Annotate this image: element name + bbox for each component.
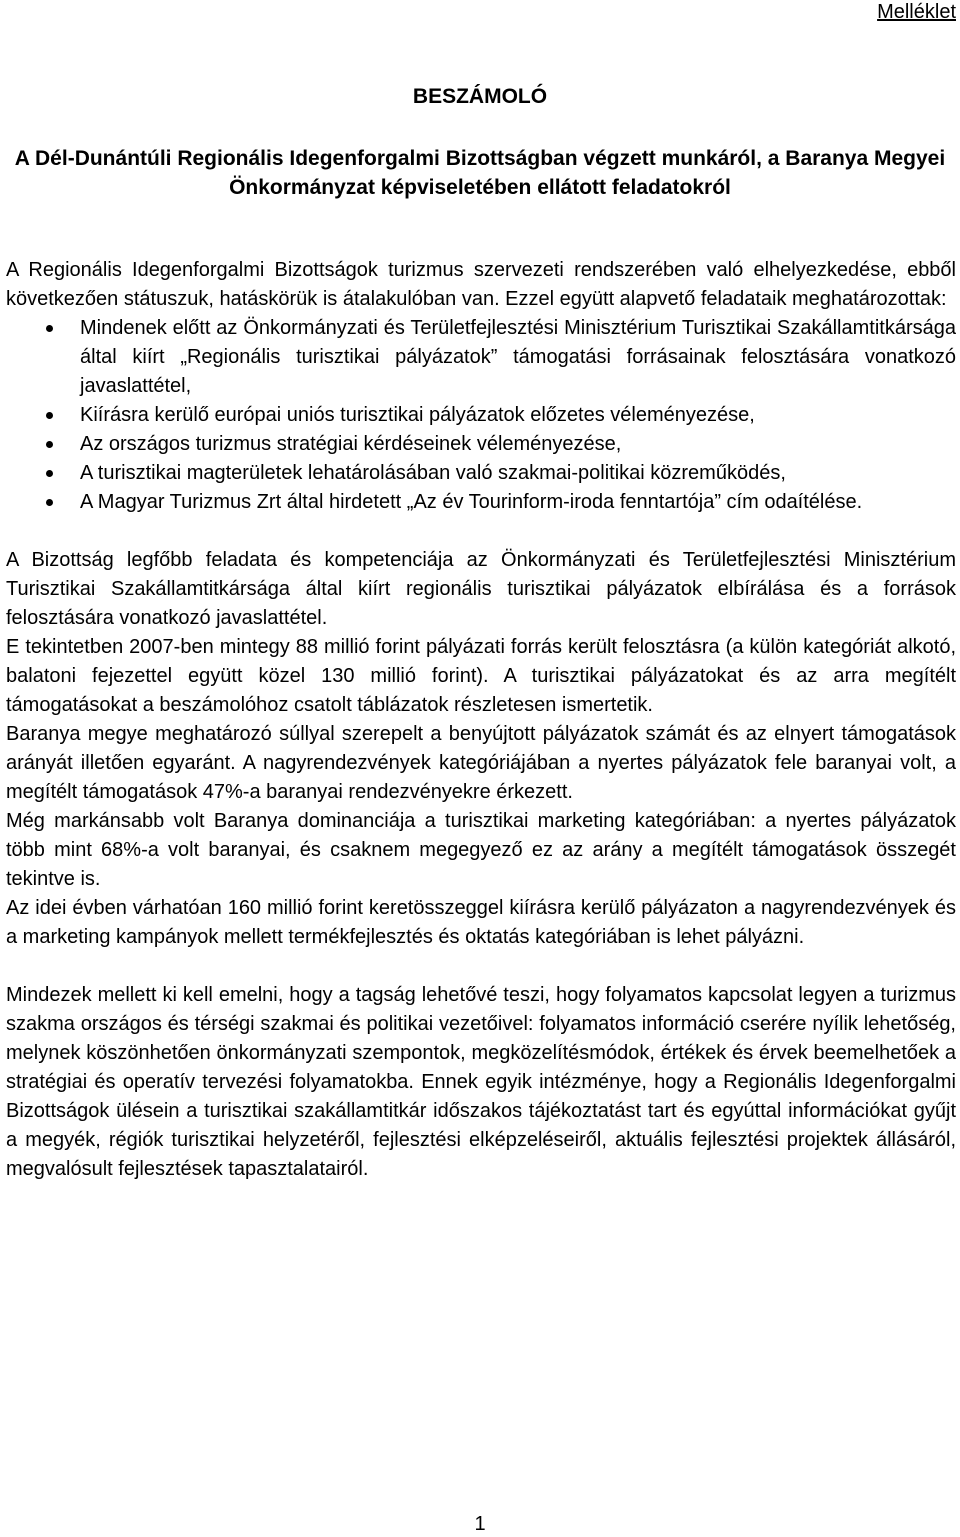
- list-item-text: Az országos turizmus stratégiai kérdéseinek véleményezése,: [80, 433, 622, 455]
- list-item-text: A turisztikai magterületek lehatárolásában való szakmai-politikai közreműködés,: [80, 462, 786, 484]
- paragraph-spacer: [6, 952, 956, 981]
- body-paragraph: E tekintetben 2007-ben mintegy 88 millió forint pályázati forrás került felosztásra (a külön kategóriát alkotó, balatoni fejezettel együtt közel 130 millió forint). A turisztikai pályázatokat és az arra megítélt támogatásokat a beszámolóhoz csatolt táblázatok részletesen ismertetik.: [6, 636, 956, 716]
- list-item-text: Kiírásra kerülő európai uniós turisztikai pályázatok előzetes véleményezése,: [80, 404, 755, 426]
- bullet-dot-icon: [46, 325, 53, 332]
- annex-label: Melléklet: [877, 1, 956, 23]
- bullet-dot-icon: [46, 412, 53, 419]
- document-body: [6, 256, 956, 1184]
- closing-paragraph: Mindezek mellett ki kell emelni, hogy a tagság lehetővé teszi, hogy folyamatos kapcsolat legyen a turizmus szakma országos és térségi szakmai és politikai vezetőivel: folyamatos információ cserére nyílik lehetőség, melynek köszönhetően önkormányzati szempontok, megközelítésmódok, értékek és érvek beemelhetőek a stratégiai és operatív tervezési folyamatokba. Ennek egyik intézménye, hogy a Regionális Idegenforgalmi Bizottságok ülésein a turisztikai szakállamtitkár időszakos tájékoztatást tart és egyúttal információkat gyűjt a megyék, régiók turisztikai helyzetéről, fejlesztési elképzeléseiről, aktuális fejlesztési projektek állásáról, megvalósult fejlesztések tapasztalatairól.: [6, 984, 956, 1180]
- document-subtitle: A Dél-Dunántúli Regionális Idegenforgalmi Bizottságban végzett munkáról, a Baranya Megyei Önkormányzat képviseletében ellátott feladatokról: [14, 147, 946, 199]
- list-item-text: A Magyar Turizmus Zrt által hirdetett „Az év Tourinform-iroda fenntartója” cím odaítélése.: [80, 491, 863, 513]
- page-number: 1: [474, 1513, 486, 1535]
- body-paragraph: Még markánsabb volt Baranya dominanciája a turisztikai marketing kategóriában: a nyertes pályázatok több mint 68%-a volt baranyai, és csaknem megegyező ez az arány a megítélt támogatások összegét tekintve is.: [6, 810, 956, 890]
- document-title: BESZÁMOLÓ: [412, 85, 548, 108]
- body-paragraph: A Bizottság legfőbb feladata és kompetenciája az Önkormányzati és Területfejlesztési Minisztérium Turisztikai Szakállamtitkársága által kiírt regionális turisztikai pályázatok elbírálása és a források felosztására vonatkozó javaslattétel.: [6, 549, 956, 629]
- paragraph-spacer: [6, 517, 956, 546]
- list-item: [6, 430, 956, 459]
- bullet-dot-icon: [46, 470, 53, 477]
- bullet-dot-icon: [46, 441, 53, 448]
- body-paragraph: Baranya megye meghatározó súllyal szerepelt a benyújtott pályázatok számát és az elnyert támogatások arányát illetően egyaránt. A nagyrendezvények kategóriájában a nyertes pályázatok fele baranyai volt, a megítélt támogatások 47%-a baranyai rendezvényekre érkezett.: [6, 723, 956, 803]
- intro-paragraph: A Regionális Idegenforgalmi Bizottságok turizmus szervezeti rendszerében való elhelyezkedése, ebből következően státuszuk, hatáskörük is átalakulóban van. Ezzel együtt alapvető feladataik meghatározottak:: [6, 259, 956, 310]
- list-item: [6, 488, 956, 517]
- body-paragraph: Az idei évben várhatóan 160 millió forint keretösszeggel kiírásra kerülő pályázaton a nagyrendezvények és a marketing kampányok mellett termékfejlesztés és oktatás kategóriában is lehet pályázni.: [6, 897, 956, 948]
- list-item-text: Mindenek előtt az Önkormányzati és Területfejlesztési Minisztérium Turisztikai Szakállamtitkársága által kiírt „Regionális turisztikai pályázatok” támogatási forrásainak felosztására vonatkozó javaslattétel,: [80, 317, 956, 397]
- list-item: [6, 459, 956, 488]
- list-item: [6, 314, 956, 401]
- duties-list: [6, 314, 956, 517]
- bullet-dot-icon: [46, 499, 53, 506]
- list-item: [6, 401, 956, 430]
